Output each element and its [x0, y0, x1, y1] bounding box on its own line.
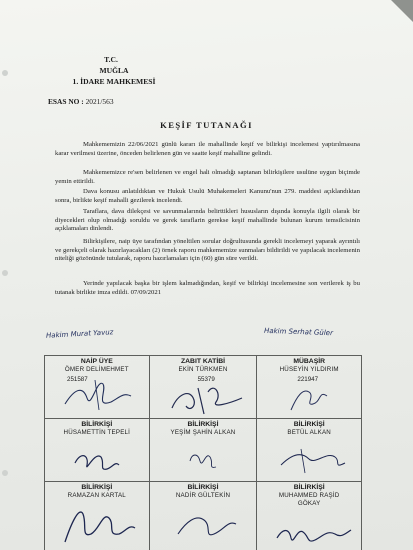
paragraph: Yerinde yapılacak başka bir işlem kalmadığından, keşif ve bilirkişi incelemesine son verilerek iş bu tutanak birlikte imza edildi. 07/09/2021: [55, 280, 360, 296]
handwritten-signature: [45, 421, 151, 481]
signature-cell: [45, 484, 149, 550]
paragraph: Mahkememizce re'sen belirlenen ve engel hali olmadığı saptanan bilirkişilere usulüne uygun biçimde yemin ettirildi.: [55, 169, 360, 185]
signature-role: BİLİRKİŞİ: [187, 484, 219, 491]
handwritten-signature: [150, 358, 258, 418]
signature-cell: [150, 484, 257, 550]
signature-name: ÖMER DELİMEHMET: [64, 366, 129, 373]
handwritten-signature: [45, 358, 151, 418]
signature-cell: [257, 484, 361, 550]
signature-name: NADİR GÜLTEKİN: [175, 492, 231, 499]
binder-holes: [2, 0, 10, 550]
signature-number: 221947: [297, 376, 319, 383]
handwritten-signature: [257, 358, 363, 418]
paragraph: Dava konusu anlatıldıktan ve Hukuk Usulü Muhakemeleri Kanunu'nun 279. maddesi açıklandıktan sonra, birlikte keşif mahalli gezilerek incelendi.: [55, 188, 360, 204]
handwritten-note-left: Hakim Murat Yavuz: [45, 328, 114, 340]
signature-name: YEŞİM ŞAHİN ALKAN: [170, 429, 236, 436]
case-number-label: ESAS NO :: [48, 97, 84, 106]
signature-role: BİLİRKİŞİ: [293, 421, 325, 428]
signature-name: HÜSAMETTİN TEPELİ: [63, 429, 131, 436]
handwritten-note-right: Hakim Serhat Güler: [263, 326, 334, 338]
signature-name: RAMAZAN KARTAL: [67, 492, 126, 499]
signature-cell: [257, 358, 361, 418]
signature-cell: [45, 421, 149, 481]
binder-hole: [2, 470, 8, 476]
page-corner-shadow: [391, 0, 413, 22]
handwritten-signature: [150, 421, 258, 481]
header-court: 1. İDARE MAHKEMESİ: [72, 77, 156, 86]
signature-name: HÜSEYİN YILDIRIM: [279, 366, 339, 373]
paragraph: Bilirkişilere, naip üye tarafından yöneltilen sorular doğrultusunda gerekli incelemeyi yaparak ayrıntılı ve gerekçeli olarak hazırlayacakları (2) örnek raporu mahkememize sunmaları bildirildi ve yapılacak incelemenin niteliği gözönünde tutularak, raporu hazırlamaları için (60) gün süre verildi.: [55, 238, 360, 263]
handwritten-signature: [257, 484, 363, 550]
binder-hole: [2, 70, 8, 76]
signature-role: NAİP ÜYE: [80, 358, 113, 365]
signature-table: [44, 355, 362, 550]
header-tc: T.C.: [104, 55, 118, 64]
signature-cell: [257, 421, 361, 481]
signature-number: 251587: [67, 376, 88, 383]
signature-role: BİLİRKİŞİ: [293, 484, 325, 491]
signature-role: BİLİRKİŞİ: [81, 421, 113, 428]
case-number: [48, 97, 114, 106]
signature-name: MUHAMMED RAŞİD GÖKAY: [278, 492, 340, 507]
signature-role: ZABIT KATİBİ: [180, 358, 226, 365]
handwritten-signature: [45, 484, 151, 550]
signature-role: BİLİRKİŞİ: [81, 484, 113, 491]
signature-cell: [45, 358, 149, 418]
handwritten-signature: [257, 421, 363, 481]
signature-number: 55379: [197, 376, 215, 383]
header-city: MUĞLA: [99, 66, 129, 75]
binder-hole: [2, 270, 8, 276]
handwritten-signature: [150, 484, 258, 550]
signature-name: EKİN TÜRKMEN: [178, 366, 228, 373]
signature-role: BİLİRKİŞİ: [187, 421, 219, 428]
document-title: KEŞİF TUTANAĞI: [160, 120, 253, 130]
paragraph: Mahkememizin 22/06/2021 günlü kararı ile mahallinde keşif ve bilirkişi incelemesi yaptırılmasına karar verilmesi üzerine, önceden belirlenen gün ve saatte keşif mahalline gelindi.: [55, 141, 360, 157]
signature-cell: [150, 421, 257, 481]
case-number-value: 2021/563: [85, 97, 114, 106]
signature-cell: [150, 358, 257, 418]
signature-role: MÜBAŞİR: [293, 358, 326, 365]
paragraph: Taraflara, dava dilekçesi ve savunmalarında belirttikleri hususların dışında konuyla ilgili olarak bir diyecekleri olup olmadığı soruldu ve gerek taraflarin gerekse keşif mahallinde bulunan kurum temsilcisinin açıklamaları dinlendi.: [55, 208, 360, 233]
signature-name: BETÜL ALKAN: [287, 429, 331, 436]
